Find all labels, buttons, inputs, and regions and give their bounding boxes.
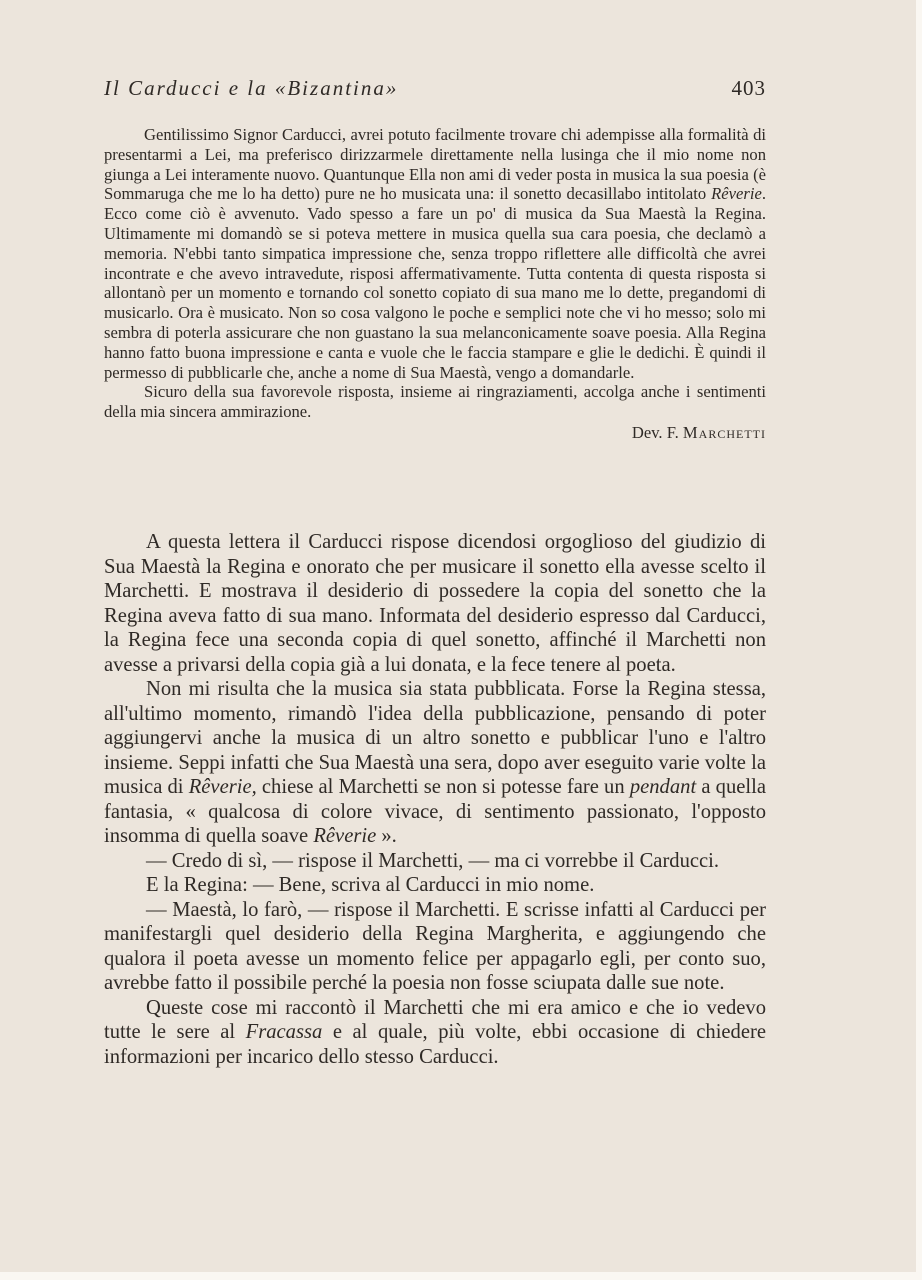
body-paragraph: — Credo di sì, — rispose il Marchetti, — ma ci vorrebbe il Carducci.: [146, 849, 720, 872]
body-paragraph: A questa lettera il Carducci rispose dicendosi orgoglioso del giudizio di Sua Maestà la Regina e onorato che per musicare il sonetto ella avesse scelto il Marchetti. E mostrava il desiderio di possedere la copia del sonetto che la Regina aveva fatto di sua mano. Informata del desiderio espresso dal Carducci, la Regina fece una seconda copia di quel sonetto, affinché il Marchetti non avesse a privarsi della copia già a lui donata, e la fece tenere al poeta.: [104, 531, 766, 676]
page-header: [104, 76, 766, 108]
signature-name: Marchetti: [682, 422, 766, 442]
italic-pendant: pendant: [629, 776, 697, 798]
body-paragraph: — Maestà, lo farò, — rispose il Marchetti. E scrisse infatti al Carducci per manifestargli quel desiderio della Regina Margherita, e aggiungendo che qualora il poeta avesse un momento felice per appagarlo egli, per conto suo, avrebbe fatto il possibile perché la poesia non fosse sciupata dalle sue note.: [104, 898, 766, 994]
italic-fracassa: Fracassa: [245, 1021, 323, 1043]
body-text: e al quale, più volte, ebbi occasione di chiedere informazioni per incarico dello stesso Carducci.: [104, 1021, 766, 1068]
page-number: 403: [731, 76, 766, 100]
body-text: Non mi risulta che la musica sia stata pubblicata. Forse la Regina stessa, all'ultimo momento, rimandò l'idea della pubblicazione, pensando di poter aggiungervi anche la musica di un altro sonetto e pubblicar l'uno e l'altro insieme. Seppi infatti che Sua Maestà una sera, dopo aver eseguito varie volte la musica di: [104, 678, 766, 798]
title-reverie: Rêverie: [313, 825, 377, 847]
title-reverie: Rêverie,: [188, 776, 257, 798]
title-reverie: Rêverie: [711, 184, 762, 204]
body-text: Queste cose mi raccontò il Marchetti che mi era amico e che io vedevo tutte le sere al: [104, 996, 766, 1043]
letter-text: Gentilissimo Signor Carducci, avrei potuto facilmente trovare chi adempisse alla formalità di presentarmi a Lei, ma preferisco dirizzarmele direttamente nella lusinga che il mio nome non giunga a Lei interamente nuovo. Quantunque Ella non ami di veder posta in musica la sua poesia (è Sommaruga che me lo ha detto) pure ne ho musicata una: il sonetto decasillabo intitolato: [104, 125, 766, 204]
body-paragraph: [104, 996, 766, 1070]
body-text: chiese al Marchetti se non si potesse fare un: [256, 776, 630, 798]
quoted-letter: [104, 125, 766, 443]
letter-signature: [104, 423, 766, 443]
main-text: [104, 530, 766, 1069]
signature-prefix: Dev. F.: [631, 422, 683, 442]
running-title: Il Carducci e la «Bizantina»: [104, 76, 399, 100]
letter-paragraph: [104, 125, 766, 382]
letter-text: . Ecco come ciò è avvenuto. Vado spesso a fare un po' di musica da Sua Maestà la Regina. Ultimamente mi domandò se si poteva mettere in musica quella sua cara poesia, che declamò a memoria. N'ebbi tanto simpatica impressione che, senza troppo riflettere alle difficoltà che avrei incontrate e che avevo intravedute, risposi affermativamente. Tutta contenta di questa risposta si allontanò per un momento e tornando col sonetto copiato di sua mano me lo dette, pregandomi di musicarlo. Ora è musicato. Non so cosa valgono le poche e semplici note che vi ho messo; solo mi sembra di poterla assicurare che non guastano la sua melanconicamente soave poesia. Alla Regina hanno fatto buona impressione e canta e vuole che le faccia stampare e glie le dedichi. È quindi il permesso di pubblicarle che, anche a nome di Sua Maestà, vengo a domandarle.: [104, 184, 766, 382]
body-paragraph: E la Regina: — Bene, scriva al Carducci in mio nome.: [146, 874, 595, 896]
body-text: ».: [376, 825, 397, 847]
body-text: a quella fantasia, « qualcosa di colore vivace, di sentimento passionato, l'opposto insomma di quella soave: [104, 776, 766, 847]
letter-closing: Sicuro della sua favorevole risposta, insieme ai ringraziamenti, accolga anche i sentimenti della mia sincera ammirazione.: [104, 382, 766, 422]
body-paragraph: [104, 677, 766, 849]
